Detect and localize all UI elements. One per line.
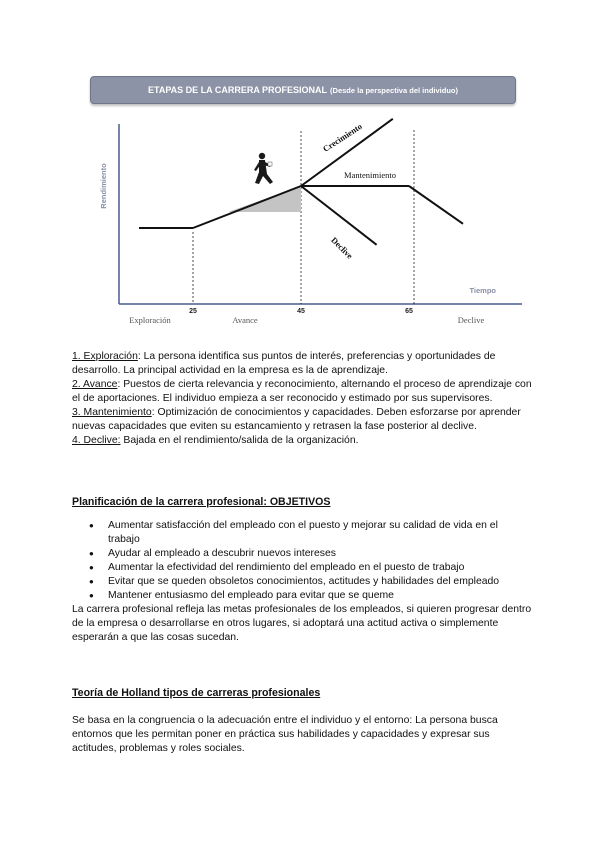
stage-3-paragraph (72, 406, 532, 434)
x-tick-label: 45 (297, 308, 305, 315)
chart-title-banner (90, 76, 516, 104)
stage-4-paragraph (72, 434, 532, 448)
stage-4-label: 4. Declive: (72, 435, 121, 446)
holland-section (72, 686, 532, 756)
objetivos-section (72, 495, 532, 645)
y-axis-label: Rendimiento (99, 163, 108, 209)
banner-subtitle: (Desde la perspectiva del individuo) (330, 85, 458, 95)
stage-2-text: : Puestos de cierta relevancia y reconocimiento, alternando el proceso de aprendizaje con el de aportaciones. El individuo empieza a ser reconocido y estimado por sus supervisores. (72, 379, 532, 404)
x-tick-labels (189, 308, 413, 315)
x-axis-label: Tiempo (469, 286, 496, 295)
x-tick-label: 25 (189, 308, 197, 315)
stage-2-label: 2. Avance (72, 379, 118, 390)
objetivos-heading: Planificación de la carrera profesional: OBJETIVOS (72, 496, 331, 508)
stage-3-text: : Optimización de conocimientos y capacidades. Deben esforzarse por aprender nuevas capacidades que eviten su estancamiento y retrasen la fase posterior al declive. (72, 407, 521, 432)
series-line-declive (301, 186, 377, 245)
runner-figure-icon (254, 153, 273, 184)
branch-label-mantenimiento: Mantenimiento (344, 170, 396, 180)
objetivo-item: ● Mantener entusiasmo del empleado para evitar que se queme (72, 589, 532, 603)
holland-heading: Teoría de Holland tipos de carreras profesionales (72, 687, 321, 699)
stage-1-paragraph (72, 350, 532, 378)
objetivos-list (72, 519, 532, 603)
career-stages-chart (0, 104, 600, 336)
banner-title: ETAPAS DE LA CARRERA PROFESIONAL (148, 85, 328, 95)
stages-description (72, 350, 532, 448)
stage-4-text: Bajada en el rendimiento/salida de la organización. (120, 435, 359, 446)
objetivos-paragraph: La carrera profesional refleja las metas profesionales de los empleados, si quieren progresar dentro de la empresa o desarrollarse en otros lugares, si adoptará una actitud activa o simplemente esperarán a que las cosas sucedan. (72, 604, 532, 643)
stage-label-exploracion: Exploración (129, 315, 171, 325)
branch-label-declive: Declive (329, 234, 356, 261)
objetivo-item: ● Evitar que se queden obsoletos conocimientos, actitudes y habilidades del empleado (72, 575, 532, 589)
series-lines (139, 119, 463, 245)
stage-2-paragraph (72, 378, 532, 406)
x-tick-label: 65 (405, 308, 413, 315)
stage-label-declive: Declive (457, 315, 485, 325)
objetivo-item: ● Aumentar la efectividad del rendimiento del empleado en el puesto de trabajo (72, 561, 532, 575)
stage-label-avance: Avance (232, 315, 258, 325)
objetivo-item: ● Aumentar satisfacción del empleado con el puesto y mejorar su calidad de vida en el trabajo (72, 519, 532, 547)
stage-1-label: 1. Exploración (72, 351, 138, 362)
holland-paragraph: Se basa en la congruencia o la adecuación entre el individuo y el entorno: La persona busca entornos que les permitan poner en práctica sus habilidades y capacidades y expresar sus actitudes, problemas y roles sociales. (72, 715, 498, 754)
branch-label-crecimiento: Crecimiento (320, 121, 364, 154)
objetivo-item: ● Ayudar al empleado a descubrir nuevos intereses (72, 547, 532, 561)
stage-3-label: 3. Mantenimiento (72, 407, 152, 418)
stage-1-text: : La persona identifica sus puntos de interés, preferencias y oportunidades de desarrollo. La principal actividad en la empresa es la de aprendizaje. (72, 351, 496, 376)
series-line-declive-final (409, 186, 463, 224)
